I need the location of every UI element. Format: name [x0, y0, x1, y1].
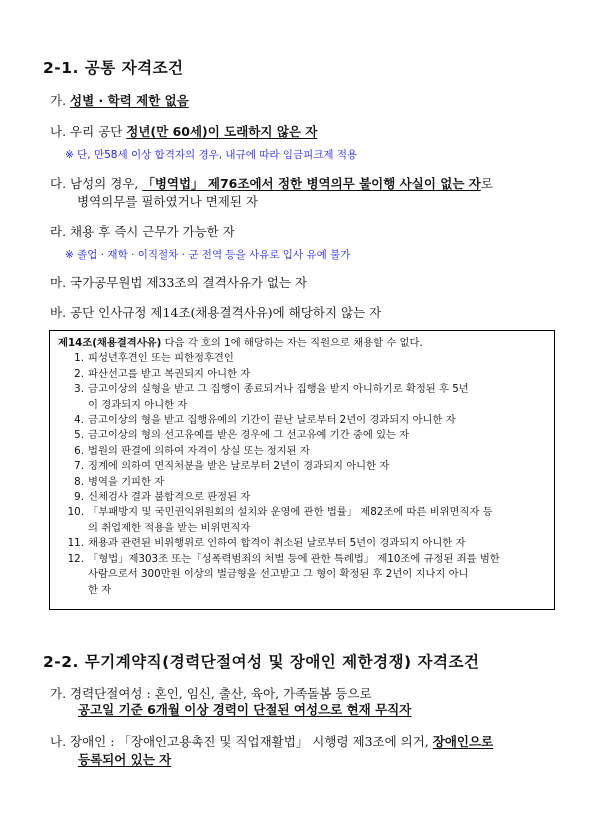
requirement-na	[50, 122, 317, 142]
item-line: 이 경과되지 아니한 자	[88, 398, 188, 411]
item-line: 징계에 의하여 면직처분을 받은 날로부터 2년이 경과되지 아니한 자	[88, 460, 390, 473]
item-number: 8.	[74, 475, 84, 488]
item-line: 「형법」제303조 또는「성폭력범죄의 처벌 등에 관한 특례법」 제10조에 규정된 죄를 범한	[88, 552, 500, 565]
item-text	[88, 382, 546, 413]
item-line: 채용과 관련된 비위행위로 인하여 합격이 취소된 날로부터 5년이 경과되지 아니한 자	[88, 537, 466, 550]
item-number: 1.	[74, 352, 84, 365]
requirement-da-line2: 병역의무를 필하였거나 면제된 자	[77, 194, 258, 209]
requirement-bold: 성별 · 학력 제한 없음	[70, 93, 189, 108]
requirement-bold: 공고일 기준 6개월 이상 경력이 단절된 여성으로 현재 무직자	[78, 702, 412, 717]
requirement-prefix: 가.	[50, 93, 71, 108]
disqualification-item	[58, 367, 546, 382]
item-line: 신체검사 결과 불합격으로 판정된 자	[88, 491, 251, 504]
item-number: 12.	[67, 552, 84, 565]
item-text	[88, 552, 546, 598]
requirement-bold: 정년(만 60세)이 도래하지 않은 자	[126, 124, 318, 139]
item-number: 10.	[67, 506, 84, 519]
requirement-suffix: 로	[480, 176, 493, 191]
item-text	[88, 367, 546, 382]
requirement-prefix: 나. 장애인 : 「장애인고용촉진 및 직업재활법」 시행령 제3조에 의거,	[50, 734, 433, 749]
item-text	[88, 444, 546, 459]
requirement-da	[50, 174, 493, 194]
box-title-rest: 다음 각 호의 1에 해당하는 자는 직원으로 채용할 수 없다.	[161, 337, 423, 349]
item-text	[88, 475, 546, 490]
requirement-ba: 바. 공단 인사규정 제14조(채용결격사유)에 해당하지 않는 자	[50, 305, 382, 320]
requirement2-ga-line2	[78, 700, 411, 720]
item-line: 피성년후견인 또는 피한정후견인	[88, 352, 234, 365]
note-wage-peak: ※ 단, 만58세 이상 합격자의 경우, 내규에 따라 임금피크제 적용	[65, 149, 358, 161]
requirement2-na-line2	[78, 750, 171, 770]
item-line: 금고이상의 형의 선고유예를 받은 경우에 그 선고유예 기간 중에 있는 자	[88, 429, 410, 442]
item-text	[88, 428, 546, 443]
item-line: 한 자	[88, 583, 112, 596]
section-title-common: 2-1. 공통 자격조건	[43, 59, 184, 77]
box-title-bold: 제14조(채용결격사유)	[58, 337, 162, 349]
disqualification-item	[58, 505, 546, 536]
requirement-prefix: 다. 남성의 경우,	[50, 176, 143, 191]
item-line: 병역을 기피한 자	[88, 475, 165, 488]
requirement-bold: 장애인으로	[432, 734, 494, 749]
item-text	[88, 459, 546, 474]
requirement-ma: 마. 국가공무원법 제33조의 결격사유가 없는 자	[50, 275, 308, 290]
requirement-bold: 등록되어 있는 자	[78, 752, 172, 767]
item-text	[88, 536, 546, 551]
item-number: 6.	[74, 444, 84, 457]
note-no-deferral: ※ 졸업 · 재학 · 이직절차 · 군 전역 등을 사유로 입사 유예 불가	[65, 249, 351, 261]
item-text	[88, 490, 546, 505]
item-number: 11.	[67, 537, 84, 550]
requirement-prefix: 나. 우리 공단	[50, 124, 127, 139]
item-line: 「부패방지 및 국민권익위원회의 설치와 운영에 관한 법률」 제82조에 따른 비위면직자 등	[88, 506, 493, 519]
item-line: 의 취업제한 적용을 받는 비위면직자	[88, 521, 251, 534]
box-title	[58, 336, 546, 351]
requirement-ra: 라. 채용 후 즉시 근무가 가능한 자	[50, 224, 235, 239]
requirement-bold: 「병역법」 제76조에서 정한 병역의무 불이행 사실이 없는 자	[142, 176, 481, 191]
item-line: 법원의 판결에 의하여 자격이 상실 또는 정지된 자	[88, 444, 310, 457]
disqualification-item	[58, 413, 546, 428]
disqualification-item	[58, 382, 546, 413]
item-line: 파산선고를 받고 복권되지 아니한 자	[88, 367, 251, 380]
disqualification-box	[49, 330, 555, 610]
disqualification-item	[58, 552, 546, 598]
item-number: 5.	[74, 429, 84, 442]
disqualification-item	[58, 490, 546, 505]
item-line: 사람으로서 300만원 이상의 벌금형을 선고받고 그 형이 확정된 후 2년이 지나지 아니	[88, 568, 469, 581]
item-number: 4.	[74, 414, 84, 427]
disqualification-item	[58, 536, 546, 551]
requirement2-na	[50, 732, 493, 752]
disqualification-item	[58, 475, 546, 490]
item-number: 7.	[74, 460, 84, 473]
item-line: 금고이상의 실형을 받고 그 집행이 종료되거나 집행을 받지 아니하기로 확정된 후 5년	[88, 383, 469, 396]
disqualification-item	[58, 428, 546, 443]
item-text	[88, 505, 546, 536]
item-line: 금고이상의 형을 받고 집행유예의 기간이 끝난 날로부터 2년이 경과되지 아니한 자	[88, 414, 456, 427]
disqualification-item	[58, 351, 546, 366]
disqualification-item	[58, 444, 546, 459]
item-text	[88, 413, 546, 428]
requirement2-ga-line1: 가. 경력단절여성 : 혼인, 임신, 출산, 육아, 가족돌봄 등으로	[50, 686, 372, 701]
item-number: 2.	[74, 367, 84, 380]
item-number: 3.	[74, 383, 84, 396]
item-text	[88, 351, 546, 366]
section-title-indefinite: 2-2. 무기계약직(경력단절여성 및 장애인 제한경쟁) 자격조건	[43, 653, 480, 671]
disqualification-item	[58, 459, 546, 474]
item-number: 9.	[74, 491, 84, 504]
disqualification-list	[58, 351, 546, 598]
requirement-ga	[50, 91, 189, 111]
